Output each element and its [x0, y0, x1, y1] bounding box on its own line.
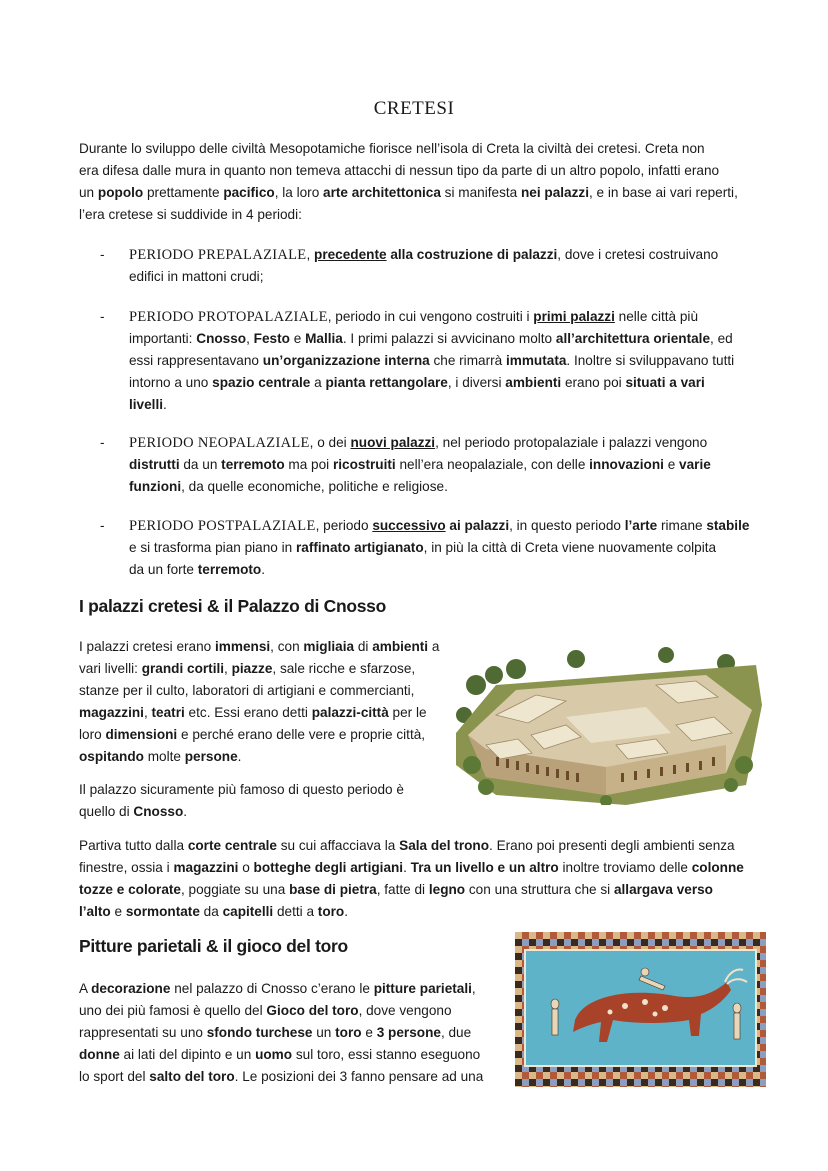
period-text — [129, 432, 759, 498]
bold-text: Gioco del toro — [266, 1003, 359, 1018]
text-segment: si manifesta — [440, 185, 521, 200]
text-segment: erano poi — [561, 375, 626, 390]
bold-text: stabile — [706, 518, 750, 533]
text-line — [79, 835, 751, 857]
text-segment: . — [403, 860, 411, 875]
text-segment: con una struttura che si — [465, 882, 614, 897]
intro-line — [79, 182, 751, 204]
bold-text: decorazione — [91, 981, 171, 996]
period-text — [129, 515, 759, 581]
text-segment: . Le posizioni dei 3 fanno pensare ad una — [234, 1069, 484, 1084]
text-segment: , — [224, 661, 232, 676]
text-line — [79, 636, 459, 658]
text-segment: , — [143, 705, 152, 720]
underlined-text: primi palazzi — [533, 309, 615, 324]
text-line — [79, 879, 751, 901]
text-line — [79, 680, 459, 702]
bold-text: sfondo turchese — [206, 1025, 313, 1040]
period-line — [129, 328, 759, 350]
bold-text: ambienti — [372, 639, 429, 654]
text-segment: Il palazzo sicuramente più famoso di questo periodo è — [79, 782, 404, 797]
fresco-illustration — [515, 932, 766, 1087]
pitture-paragraph — [79, 978, 499, 1088]
text-segment: , la loro — [274, 185, 324, 200]
text-line — [79, 1044, 499, 1066]
bold-text: Mallia — [305, 331, 343, 346]
text-line — [79, 801, 459, 823]
text-segment: A — [79, 981, 92, 996]
text-line — [79, 658, 459, 680]
bold-text: Sala del trono — [399, 838, 490, 853]
palazzi-paragraph — [79, 636, 459, 768]
bold-text: magazzini — [173, 860, 239, 875]
text-segment: . — [237, 749, 242, 764]
text-segment: e — [361, 1025, 377, 1040]
bull-leaping-fresco-image — [515, 932, 766, 1087]
bold-text: tozze e colorate — [79, 882, 181, 897]
text-segment: e perché erano delle vere e proprie città, — [177, 727, 426, 742]
bold-text: salto del toro — [149, 1069, 235, 1084]
bold-text: teatri — [151, 705, 185, 720]
bold-text: migliaia — [303, 639, 355, 654]
text-segment: e — [663, 457, 680, 472]
period-line — [129, 306, 759, 328]
text-segment: l’era cretese si suddivide in 4 periodi: — [79, 207, 302, 222]
text-segment: un — [79, 185, 98, 200]
text-segment: a — [310, 375, 326, 390]
list-dash: - — [100, 247, 105, 262]
text-segment: molte — [143, 749, 185, 764]
corte-paragraph — [79, 835, 751, 923]
bold-text: donne — [79, 1047, 120, 1062]
text-line — [79, 724, 459, 746]
period-text — [129, 244, 759, 288]
text-segment: intorno a uno — [129, 375, 213, 390]
text-segment: . I primi palazzi si avvicinano molto — [342, 331, 556, 346]
text-segment: ma poi — [284, 457, 333, 472]
period-name: PERIODO PREPALAZIALE — [129, 247, 307, 263]
text-segment: , e in base ai vari reperti, — [589, 185, 738, 200]
bold-text: immensi — [215, 639, 271, 654]
text-segment: lo sport del — [79, 1069, 150, 1084]
text-segment: Partiva tutto dalla — [79, 838, 188, 853]
bold-text: pianta rettangolare — [325, 375, 448, 390]
bold-text: uomo — [255, 1047, 293, 1062]
text-segment: , in più la città di Creta viene nuovamente colpita — [423, 540, 717, 555]
bold-text: palazzi-città — [311, 705, 389, 720]
text-segment: , o dei — [309, 435, 351, 450]
text-segment: uno dei più famosi è quello del — [79, 1003, 267, 1018]
bold-text: popolo — [97, 185, 144, 200]
period-line — [129, 372, 759, 394]
text-segment: che rimarrà — [429, 353, 506, 368]
text-segment: . — [261, 562, 266, 577]
text-segment: etc. Essi erano detti — [184, 705, 312, 720]
text-segment: loro — [79, 727, 106, 742]
period-line — [129, 394, 759, 416]
period-line — [129, 266, 759, 288]
list-dash: - — [100, 435, 105, 450]
text-segment: e — [289, 331, 306, 346]
bold-text: piazze — [231, 661, 273, 676]
underlined-text: successivo — [372, 518, 446, 533]
bold-text: colonne — [691, 860, 744, 875]
text-segment: , periodo — [315, 518, 373, 533]
text-segment: sul toro, essi stanno eseguono — [292, 1047, 481, 1062]
bold-text: ospitando — [79, 749, 144, 764]
bold-text: immutata — [505, 353, 567, 368]
text-segment: , periodo in cui vengono costruiti i — [327, 309, 534, 324]
text-segment: prettamente — [143, 185, 224, 200]
text-segment: , — [246, 331, 254, 346]
period-line — [129, 537, 759, 559]
section-heading-palazzi: I palazzi cretesi & il Palazzo di Cnosso — [79, 596, 386, 616]
text-segment: importanti: — [129, 331, 197, 346]
period-line — [129, 244, 759, 266]
bold-text: pacifico — [223, 185, 275, 200]
bold-text: Cnosso — [196, 331, 247, 346]
period-line — [129, 476, 759, 498]
bold-text: spazio centrale — [212, 375, 311, 390]
text-segment: Durante lo sviluppo delle civiltà Mesopotamiche fiorisce nell’isola di Creta la civiltà dei cretesi. Creta non — [79, 141, 705, 156]
bold-text: botteghe degli artigiani — [253, 860, 404, 875]
text-segment: era difesa dalle mura in quanto non temeva attacchi di nessun tipo da parte di un altro popolo, infatti erano — [79, 163, 720, 178]
text-segment: , due — [440, 1025, 472, 1040]
text-segment: , poggiate su una — [180, 882, 290, 897]
underlined-text: precedente — [314, 247, 387, 262]
text-line — [79, 978, 499, 1000]
intro-line — [79, 160, 751, 182]
bold-text: toro — [317, 904, 345, 919]
text-segment: di — [354, 639, 373, 654]
text-segment: e si trasforma pian piano in — [129, 540, 296, 555]
period-name: PERIODO NEOPALAZIALE — [129, 435, 310, 451]
bold-text: raffinato artigianato — [296, 540, 424, 555]
bold-text: distrutti — [129, 457, 180, 472]
section-heading-pitture: Pitture parietali & il gioco del toro — [79, 936, 348, 956]
text-segment: , sale ricche e sfarzose, — [272, 661, 416, 676]
text-segment: , i diversi — [447, 375, 506, 390]
bold-text: persone — [184, 749, 238, 764]
bold-text: allargava verso — [613, 882, 713, 897]
intro-line — [79, 138, 751, 160]
bold-text: ai palazzi — [449, 518, 510, 533]
bold-text: innovazioni — [589, 457, 664, 472]
bold-text: situati a vari — [625, 375, 705, 390]
text-segment: edifici in mattoni crudi; — [129, 269, 264, 284]
text-segment: inoltre troviamo delle — [558, 860, 692, 875]
text-line — [79, 857, 751, 879]
text-segment: stanze per il culto, laboratori di artigiani e commercianti, — [79, 683, 415, 698]
text-segment: a — [428, 639, 440, 654]
text-segment: o — [238, 860, 254, 875]
text-segment: , da quelle economiche, politiche e religiose. — [181, 479, 448, 494]
text-segment: , — [306, 247, 315, 262]
text-line — [79, 901, 751, 923]
text-segment: su cui affacciava la — [276, 838, 400, 853]
list-dash: - — [100, 309, 105, 324]
text-line — [79, 1000, 499, 1022]
text-segment: da un forte — [129, 562, 198, 577]
bold-text: base di pietra — [289, 882, 377, 897]
text-segment: , dove i cretesi costruivano — [557, 247, 719, 262]
intro-line — [79, 204, 751, 226]
period-name: PERIODO PROTOPALAZIALE — [129, 309, 328, 325]
bold-text: legno — [428, 882, 466, 897]
period-line — [129, 515, 759, 537]
text-segment: finestre, ossia i — [79, 860, 174, 875]
bold-text: capitelli — [222, 904, 274, 919]
period-line — [129, 559, 759, 581]
bold-text: Tra un livello e un altro — [410, 860, 559, 875]
text-segment: vari livelli: — [79, 661, 142, 676]
bold-text: ricostruiti — [332, 457, 396, 472]
text-segment: , nel periodo protopalaziale i palazzi vengono — [435, 435, 708, 450]
bold-text: sormontate — [125, 904, 200, 919]
period-text — [129, 306, 759, 416]
text-segment: quello di — [79, 804, 134, 819]
text-segment: nel palazzo di Cnosso c’erano le — [170, 981, 374, 996]
bold-text: corte centrale — [187, 838, 277, 853]
bold-text: funzioni — [129, 479, 182, 494]
bold-text: arte architettonica — [323, 185, 441, 200]
text-line — [79, 1022, 499, 1044]
bold-text: toro — [335, 1025, 362, 1040]
text-segment: , dove vengono — [358, 1003, 452, 1018]
text-segment: nelle città più — [614, 309, 699, 324]
bold-text: nei palazzi — [521, 185, 589, 200]
bold-text: Cnosso — [133, 804, 184, 819]
bold-text: livelli — [129, 397, 164, 412]
bold-text: l’alto — [79, 904, 111, 919]
bold-text: terremoto — [197, 562, 262, 577]
text-segment: . Inoltre si sviluppavano tutti — [566, 353, 735, 368]
period-line — [129, 454, 759, 476]
bold-text: ambienti — [505, 375, 562, 390]
text-segment: . — [344, 904, 349, 919]
page-title: CRETESI — [373, 98, 455, 119]
text-segment: nell’era neopalaziale, con delle — [395, 457, 590, 472]
text-segment: I palazzi cretesi erano — [79, 639, 216, 654]
text-segment: . — [163, 397, 167, 412]
text-segment: ai lati del dipinto e un — [119, 1047, 256, 1062]
period-name: PERIODO POSTPALAZIALE — [129, 518, 316, 534]
text-segment: e — [110, 904, 126, 919]
bold-text: dimensioni — [105, 727, 178, 742]
text-line — [79, 779, 459, 801]
text-segment: , in questo periodo — [509, 518, 625, 533]
text-segment: detti a — [273, 904, 318, 919]
text-segment: essi rappresentavano — [129, 353, 263, 368]
text-segment: , ed — [710, 331, 733, 346]
bold-text: pitture parietali — [373, 981, 472, 996]
text-segment: . Erano poi presenti degli ambienti senza — [489, 838, 735, 853]
period-line — [129, 432, 759, 454]
bold-text: Festo — [253, 331, 290, 346]
bold-text: l’arte — [624, 518, 658, 533]
bold-text: varie — [679, 457, 711, 472]
text-segment: , fatte di — [376, 882, 429, 897]
bold-text: magazzini — [79, 705, 144, 720]
text-segment: , con — [270, 639, 304, 654]
bold-text: un’organizzazione interna — [262, 353, 430, 368]
text-segment: . — [183, 804, 188, 819]
text-segment: rappresentati su uno — [79, 1025, 207, 1040]
palace-of-knossos-image — [456, 645, 762, 805]
text-segment: , — [471, 981, 476, 996]
bold-text: 3 persone — [376, 1025, 441, 1040]
text-line — [79, 1066, 499, 1088]
text-segment: da un — [179, 457, 222, 472]
text-segment: rimane — [657, 518, 707, 533]
text-line — [79, 702, 459, 724]
period-line — [129, 350, 759, 372]
text-line — [79, 746, 459, 768]
text-segment: da — [199, 904, 223, 919]
bold-text: grandi cortili — [141, 661, 225, 676]
cnosso-paragraph — [79, 779, 459, 823]
text-segment: un — [312, 1025, 336, 1040]
bold-text: alla costruzione di palazzi — [390, 247, 558, 262]
palace-illustration — [456, 645, 762, 805]
intro-paragraph — [79, 138, 751, 226]
list-dash: - — [100, 518, 105, 533]
underlined-text: nuovi palazzi — [350, 435, 436, 450]
bold-text: all’architettura orientale — [555, 331, 711, 346]
bold-text: terremoto — [221, 457, 285, 472]
text-segment: per le — [388, 705, 427, 720]
